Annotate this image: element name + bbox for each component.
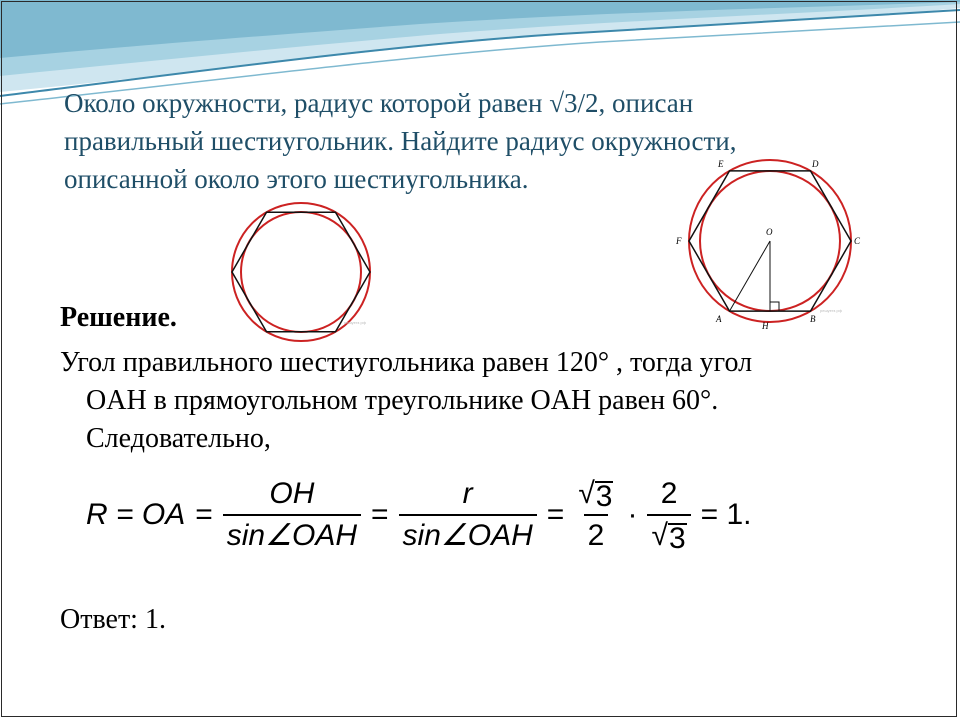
square-root: [578, 477, 613, 511]
equals-sign: =: [371, 498, 389, 531]
fraction-denominator: [647, 514, 690, 553]
inscribed-circle: [241, 212, 361, 332]
fraction-numerator: [574, 477, 617, 514]
label-C: C: [854, 236, 861, 246]
radical-sign: √: [651, 519, 668, 552]
label-B: B: [810, 314, 816, 324]
formula-lhs: R = OA: [86, 498, 186, 531]
fraction-sqrt3-over-2: [574, 477, 617, 553]
radical-sign: √: [578, 477, 595, 510]
label-H: H: [762, 321, 769, 331]
multiplication-dot: ·: [627, 498, 638, 531]
solution-heading: Решение.: [60, 302, 177, 333]
equals-sign: =: [546, 498, 565, 531]
equals-sign: =: [195, 498, 213, 531]
segment-OA: [730, 241, 771, 311]
fraction-2-over-sqrt3: [647, 477, 690, 553]
watermark-text: решуегэ.рф: [344, 320, 366, 325]
label-A: A: [716, 314, 722, 324]
label-D: D: [812, 159, 819, 169]
fraction-denominator: sin∠OAH: [223, 514, 361, 553]
fraction-r-over-sin: [399, 477, 537, 553]
fraction-denominator: 2: [584, 514, 609, 553]
solution-formula: [86, 470, 752, 560]
fraction-oh-over-sin: [223, 477, 361, 553]
square-root: [651, 519, 686, 553]
label-O: O: [766, 227, 773, 237]
solution-line: OAH в прямоугольном треугольнике OAH равен 60°.: [86, 385, 719, 416]
fraction-numerator: 2: [660, 477, 678, 510]
solution-text: [60, 344, 890, 458]
radicand: 3: [668, 522, 686, 555]
label-F: F: [676, 236, 682, 246]
figure-hexagon-circles-left: [228, 200, 374, 346]
label-E: E: [718, 159, 724, 169]
fraction-denominator: sin∠OAH: [399, 514, 537, 553]
fraction-numerator: r: [462, 477, 473, 510]
solution-line: Следовательно,: [86, 423, 271, 454]
hexagon: [232, 212, 370, 332]
radicand: 3: [595, 480, 613, 513]
problem-line: описанной около этого шестиугольника.: [64, 164, 529, 194]
formula-result: = 1.: [700, 498, 752, 531]
solution-line: Угол правильного шестиугольника равен 120° , тогда угол: [60, 347, 753, 378]
fraction-numerator: OH: [269, 477, 315, 510]
problem-line: правильный шестиугольник. Найдите радиус окружности,: [64, 126, 737, 156]
watermark-text: решуегэ.рф: [820, 308, 842, 313]
problem-line: Около окружности, радиус которой равен √3/2, описан: [64, 88, 694, 118]
figure-hexagon-circles-right: [676, 156, 866, 338]
answer-text: Ответ: 1.: [60, 604, 166, 635]
